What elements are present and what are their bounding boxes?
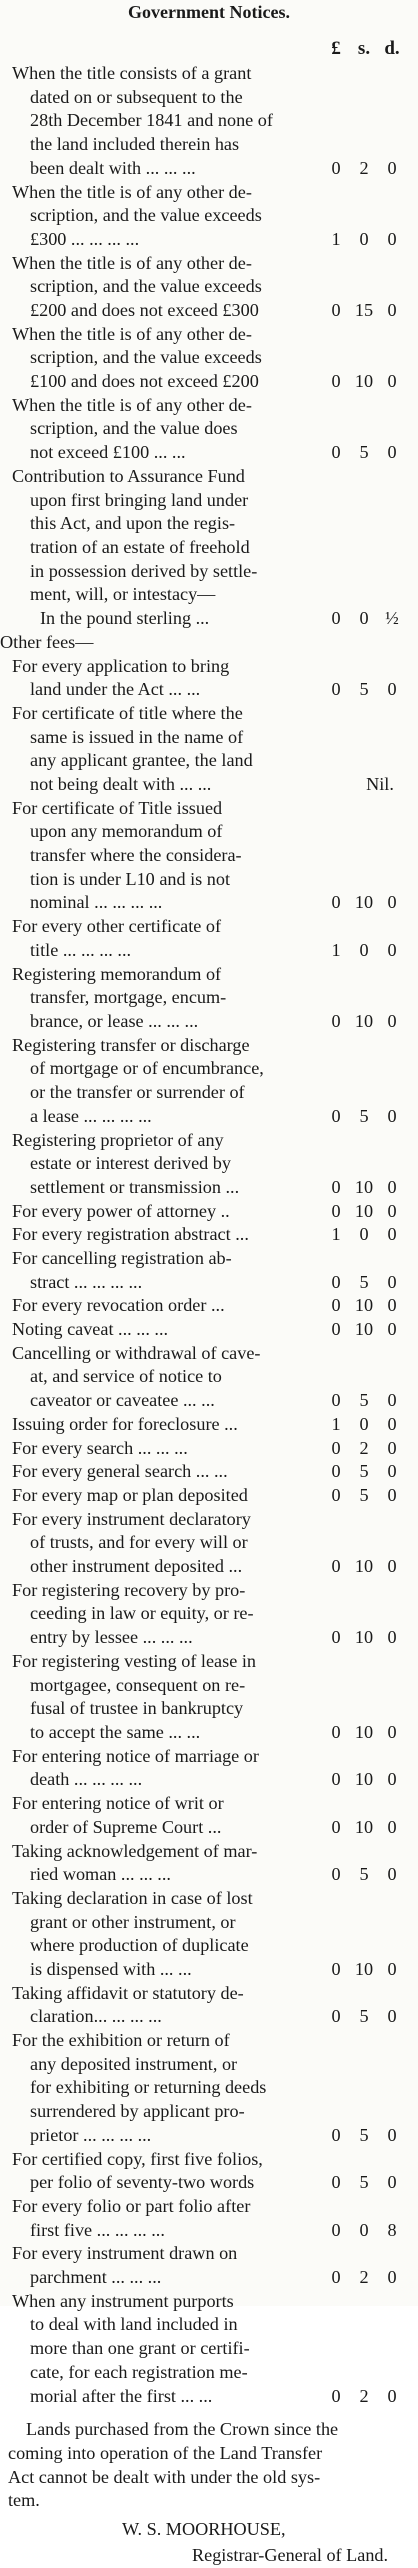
fee-entry <box>0 1437 418 1461</box>
fee-description-line: any deposited instrument, or <box>30 2053 238 2074</box>
fee-pence: 0 <box>387 1224 397 1245</box>
fee-description-line: stract ... ... ... ... <box>30 1271 143 1292</box>
fee-pence: 0 <box>387 299 397 320</box>
fee-pounds: 1 <box>331 1413 341 1434</box>
fee-pounds: 0 <box>331 2006 341 2027</box>
fee-pounds: 1 <box>331 1224 341 1245</box>
fee-pence: 0 <box>387 1295 397 1316</box>
fee-pence: 0 <box>387 1437 397 1458</box>
fee-description-line: of mortgage or of encumbrance, <box>30 1058 264 1079</box>
fee-description-line: to deal with land included in <box>30 2314 238 2335</box>
fee-pounds: 0 <box>331 1295 341 1316</box>
fee-description-line: Taking declaration in case of lost <box>12 1887 253 1908</box>
fee-shillings: 10 <box>354 892 374 913</box>
fee-pence: 0 <box>387 157 397 178</box>
fee-description-line: cate, for each registration me- <box>30 2361 248 2382</box>
fee-description-line: in possession derived by settle- <box>30 560 258 581</box>
signatory-title: Registrar-General of Land. <box>192 2545 389 2566</box>
fee-shillings: 0 <box>359 1224 369 1245</box>
fee-description-line: where production of duplicate <box>30 1935 249 1956</box>
fee-pounds: 1 <box>331 228 341 249</box>
fee-shillings: 0 <box>359 939 369 960</box>
fee-description-line: title ... ... ... ... <box>30 939 132 960</box>
fee-nil: Nil. <box>366 773 394 794</box>
fee-shillings: 5 <box>359 1105 369 1126</box>
fee-description-line: Other fees— <box>0 631 94 652</box>
signature: W. S. MOORHOUSE, <box>122 2519 286 2540</box>
fee-entry <box>0 1650 418 1745</box>
fee-entry <box>0 702 418 797</box>
fee-description-line: same is issued in the name of <box>30 726 244 747</box>
fee-description-line: per folio of seventy-two words <box>30 2172 255 2193</box>
fee-description-line: been dealt with ... ... ... <box>30 157 196 178</box>
pounds-column-header: £ <box>331 38 341 59</box>
fee-pence: 0 <box>387 2172 397 2193</box>
footer-note-line: coming into operation of the Land Transfer <box>8 2442 323 2463</box>
fee-description-line: is dispensed with ... ... <box>30 1958 192 1979</box>
fee-entry <box>0 1200 418 1224</box>
fee-description-line: For every general search ... ... <box>12 1461 228 1482</box>
fee-entry <box>0 1484 418 1508</box>
fee-pence: 0 <box>387 892 397 913</box>
fee-description-line: claration... ... ... ... <box>30 2006 162 2027</box>
fee-description-line: estate or interest derived by <box>30 1153 231 1174</box>
fee-entry <box>0 252 418 323</box>
fee-pounds: 0 <box>331 1271 341 1292</box>
fee-pence: 0 <box>387 1627 397 1648</box>
fee-description-line: grant or other instrument, or <box>30 1911 236 1932</box>
fee-entry <box>0 1887 418 1982</box>
fee-pence: 0 <box>387 1721 397 1742</box>
fee-pounds: 0 <box>331 157 341 178</box>
fee-shillings: 5 <box>359 2172 369 2193</box>
fee-pence: 0 <box>387 2006 397 2027</box>
fee-pounds: 0 <box>331 1769 341 1790</box>
fee-description-line: When the title is of any other de- <box>12 252 252 273</box>
fee-description-line: £300 ... ... ... ... <box>30 228 140 249</box>
fee-shillings: 10 <box>354 371 374 392</box>
fee-description-line: Registering proprietor of any <box>12 1129 224 1150</box>
page-title: Government Notices. <box>128 2 290 22</box>
fee-pounds: 0 <box>331 1176 341 1197</box>
fee-shillings: 5 <box>359 1271 369 1292</box>
fee-description-line: For registering recovery by pro- <box>12 1579 246 1600</box>
fee-entry <box>0 963 418 1034</box>
shillings-column-header: s. <box>357 38 371 59</box>
fee-description-line: For certificate of title where the <box>12 702 243 723</box>
fee-pounds: 0 <box>331 1485 341 1505</box>
fee-shillings: 5 <box>359 442 369 463</box>
fee-entry <box>0 1223 418 1247</box>
fee-description-line: Registering transfer or discharge <box>12 1034 250 1055</box>
fee-description-line: or the transfer or surrender of <box>30 1082 245 1103</box>
fee-description-line: fusal of trustee in bankruptcy <box>30 1698 244 1719</box>
fee-entry <box>0 2148 418 2195</box>
fee-entry <box>0 1034 418 1129</box>
pence-column-header: d. <box>384 38 400 59</box>
fee-description-line: 28th December 1841 and none of <box>30 110 273 131</box>
fee-description-line: death ... ... ... ... <box>30 1769 143 1790</box>
fee-pounds: 0 <box>331 2219 341 2240</box>
fee-pence: 8 <box>387 2219 397 2240</box>
fee-shillings: 15 <box>354 299 374 320</box>
fee-entry <box>0 1508 418 1579</box>
fee-description-line: caveator or caveatee ... ... <box>30 1390 215 1411</box>
fee-description-line: For the exhibition or return of <box>12 2030 230 2051</box>
fee-description-line: For every instrument drawn on <box>12 2243 238 2264</box>
fee-description-line: for exhibiting or returning deeds <box>30 2077 267 2098</box>
fee-shillings: 5 <box>359 2006 369 2027</box>
fee-description-line: For certified copy, first five folios, <box>12 2148 263 2169</box>
fee-pounds: 0 <box>331 442 341 463</box>
fee-pence: 0 <box>387 1010 397 1031</box>
fee-entry <box>0 1840 418 1887</box>
fee-pence: 0 <box>387 2124 397 2145</box>
fee-entry <box>0 2242 418 2289</box>
fee-description-line: mortgagee, consequent on re- <box>30 1674 246 1695</box>
fee-description-line: ried woman ... ... ... <box>30 1864 171 1885</box>
fee-pounds: 0 <box>331 1200 341 1221</box>
fee-description-line: entry by lessee ... ... ... <box>30 1627 193 1648</box>
fee-description-line: parchment ... ... ... <box>30 2267 162 2288</box>
fee-description-line: When the title is of any other de- <box>12 394 252 415</box>
fee-shillings: 10 <box>354 1295 374 1316</box>
fee-entry <box>0 1294 418 1318</box>
fee-description-line: For every revocation order ... <box>12 1295 225 1316</box>
fee-description-line: tration of an estate of freehold <box>30 536 250 557</box>
fee-pence: 0 <box>387 1271 397 1292</box>
fee-pence: 0 <box>387 1769 397 1790</box>
fee-description-line: surrendered by applicant pro- <box>30 2101 245 2122</box>
fee-pounds: 0 <box>331 1721 341 1742</box>
fee-description-line: tion is under L10 and is not <box>30 868 231 889</box>
fee-shillings: 10 <box>354 1319 374 1340</box>
fee-entry <box>0 1982 418 2029</box>
fee-description-line: upon any memorandum of <box>30 821 223 842</box>
fee-description-line: £200 and does not exceed £300 <box>30 299 259 320</box>
fee-description-line: For entering notice of marriage or <box>12 1745 259 1766</box>
fee-shillings: 0 <box>359 1413 369 1434</box>
fee-shillings: 10 <box>354 1176 374 1197</box>
fee-shillings: 10 <box>354 1556 374 1577</box>
fee-description-line: of trusts, and for every will or <box>30 1532 248 1553</box>
fee-description-line: For entering notice of writ or <box>12 1793 224 1814</box>
fee-pounds: 0 <box>331 892 341 913</box>
fee-entry <box>0 394 418 465</box>
fee-description-line: this Act, and upon the regis- <box>30 513 236 534</box>
fee-description-line: upon first bringing land under <box>30 489 249 510</box>
fee-description-line: ceeding in law or equity, or re- <box>30 1603 254 1624</box>
fee-description-line: Noting caveat ... ... ... <box>12 1319 169 1340</box>
fee-description-line: For every folio or part folio after <box>12 2196 251 2216</box>
fee-description-line: more than one grant or certifi- <box>30 2338 250 2359</box>
fee-shillings: 5 <box>359 1864 369 1885</box>
fee-entry <box>0 1460 418 1484</box>
fee-pence: 0 <box>387 2385 397 2406</box>
fee-pounds: 0 <box>331 1816 341 1837</box>
fee-pence: 0 <box>387 1413 397 1434</box>
fee-description-line: transfer where the considera- <box>30 845 242 866</box>
fee-description-line: For every instrument declaratory <box>12 1508 251 1529</box>
fee-shillings: 5 <box>359 1390 369 1411</box>
fee-pounds: 0 <box>331 1319 341 1340</box>
fee-pence: 0 <box>387 939 397 960</box>
fee-pounds: 0 <box>331 299 341 320</box>
fee-pence: 0 <box>387 1485 397 1505</box>
fee-shillings: 0 <box>359 2219 369 2240</box>
fee-shillings: 10 <box>354 1010 374 1031</box>
fee-pence: 0 <box>387 1556 397 1577</box>
fee-pence: 0 <box>387 1200 397 1221</box>
fee-pence: 0 <box>387 1319 397 1340</box>
fee-pence: 0 <box>387 371 397 392</box>
fee-description-line: scription, and the value exceeds <box>30 205 262 226</box>
fee-pounds: 0 <box>331 1958 341 1979</box>
fee-entry <box>0 465 418 631</box>
fee-entry <box>0 655 418 702</box>
fee-description-line: morial after the first ... ... <box>30 2385 213 2406</box>
fee-shillings: 10 <box>354 1769 374 1790</box>
fee-entry <box>0 2195 418 2242</box>
fee-entry <box>0 1129 418 1200</box>
fee-description-line: ment, will, or intestacy— <box>30 584 216 605</box>
section-heading <box>0 631 418 655</box>
fee-description-line: Cancelling or withdrawal of cave- <box>12 1342 261 1363</box>
fee-description-line: first five ... ... ... ... <box>30 2219 165 2240</box>
fee-description-line: dated on or subsequent to the <box>30 86 243 107</box>
fee-entry <box>0 62 418 181</box>
fee-pence: 0 <box>387 1390 397 1411</box>
fee-description-line: When any instrument purports <box>12 2290 234 2311</box>
fee-description-line: order of Supreme Court ... <box>30 1816 222 1837</box>
fee-description-line: scription, and the value does <box>30 418 238 439</box>
fee-description-line: scription, and the value exceeds <box>30 276 262 297</box>
fee-description-line: Registering memorandum of <box>12 963 222 984</box>
fee-description-line: In the pound sterling ... <box>40 608 210 629</box>
fee-description-line: a lease ... ... ... ... <box>30 1105 152 1126</box>
fee-entry <box>0 181 418 252</box>
fee-pence: 0 <box>387 2267 397 2288</box>
fee-description-line: For every application to bring <box>12 655 230 676</box>
fee-pence: 0 <box>387 1461 397 1482</box>
fee-description-line: Taking acknowledgement of mar- <box>12 1840 258 1861</box>
fee-description-line: the land included therein has <box>30 134 240 155</box>
fee-pounds: 0 <box>331 1556 341 1577</box>
fee-pounds: 0 <box>331 2124 341 2145</box>
fee-pounds: 0 <box>331 2172 341 2193</box>
fee-description-line: Contribution to Assurance Fund <box>12 465 245 486</box>
fee-description-line: to accept the same ... ... <box>30 1721 201 1742</box>
fee-shillings: 2 <box>359 157 369 178</box>
fee-pounds: 0 <box>331 1627 341 1648</box>
fee-description-line: prietor ... ... ... ... <box>30 2124 152 2145</box>
fee-description-line: Taking affidavit or statutory de- <box>12 1982 244 2003</box>
fee-pounds: 0 <box>331 608 341 629</box>
fee-description-line: For every map or plan deposited <box>12 1485 248 1505</box>
fee-pounds: 0 <box>331 371 341 392</box>
fee-shillings: 2 <box>359 2385 369 2406</box>
fee-entry <box>0 2029 418 2148</box>
fee-shillings: 10 <box>354 1721 374 1742</box>
fee-description-line: For cancelling registration ab- <box>12 1248 232 1268</box>
fee-description-line: land under the Act ... ... <box>30 679 201 700</box>
fee-description-line: at, and service of notice to <box>30 1366 222 1387</box>
fee-pounds: 0 <box>331 1864 341 1885</box>
fee-pence: 0 <box>387 1105 397 1126</box>
fee-entry <box>0 2290 418 2409</box>
fee-shillings: 0 <box>359 228 369 249</box>
fee-shillings: 5 <box>359 1485 369 1505</box>
fee-shillings: 10 <box>354 1200 374 1221</box>
fee-description-line: When the title is of any other de- <box>12 181 252 202</box>
fee-pence: ½ <box>385 608 399 629</box>
fee-description-line: For every other certificate of <box>12 916 222 937</box>
fee-description-line: For registering vesting of lease in <box>12 1650 256 1671</box>
fee-description-line: For every power of attorney .. <box>12 1200 230 1221</box>
fee-pounds: 0 <box>331 2385 341 2406</box>
fee-pence: 0 <box>387 442 397 463</box>
fee-description-line: other instrument deposited ... <box>30 1556 243 1577</box>
fee-description-line: Issuing order for foreclosure ... <box>12 1413 238 1434</box>
fee-description-line: not exceed £100 ... ... <box>30 442 186 463</box>
fee-description-line: When the title consists of a grant <box>12 63 252 83</box>
fee-description-line: not being dealt with ... ... <box>30 773 212 794</box>
fee-pounds: 0 <box>331 1105 341 1126</box>
fee-pence: 0 <box>387 1176 397 1197</box>
fee-entry <box>0 1745 418 1792</box>
fee-pounds: 0 <box>331 1390 341 1411</box>
fee-description-line: settlement or transmission ... <box>30 1176 240 1197</box>
fee-entry <box>0 1342 418 1413</box>
fee-pence: 0 <box>387 1864 397 1885</box>
fee-description-line: transfer, mortgage, encum- <box>30 987 227 1008</box>
fee-pounds: 0 <box>331 679 341 700</box>
fee-shillings: 10 <box>354 1958 374 1979</box>
fee-entry <box>0 1247 418 1294</box>
fee-entry <box>0 915 418 962</box>
fee-pence: 0 <box>387 1816 397 1837</box>
fee-description-line: nominal ... ... ... ... <box>30 892 163 913</box>
footer-note-line: Lands purchased from the Crown since the <box>26 2419 339 2440</box>
fee-description-line: brance, or lease ... ... ... <box>30 1010 199 1031</box>
fee-description-line: For every search ... ... ... <box>12 1437 188 1458</box>
footer-note-line: tem. <box>8 2490 40 2511</box>
fee-entry <box>0 1413 418 1437</box>
fee-shillings: 2 <box>359 1437 369 1458</box>
footer-note-line: Act cannot be dealt with under the old sys- <box>8 2466 321 2487</box>
fee-shillings: 0 <box>359 608 369 629</box>
fee-pounds: 1 <box>331 939 341 960</box>
fee-entry <box>0 797 418 916</box>
fee-pounds: 0 <box>331 1437 341 1458</box>
fee-pence: 0 <box>387 1958 397 1979</box>
fee-description-line: £100 and does not exceed £200 <box>30 371 259 392</box>
fee-shillings: 2 <box>359 2267 369 2288</box>
fee-shillings: 10 <box>354 1627 374 1648</box>
fee-description-line: For every registration abstract ... <box>12 1224 249 1245</box>
fee-pence: 0 <box>387 228 397 249</box>
fee-shillings: 5 <box>359 679 369 700</box>
fee-shillings: 5 <box>359 2124 369 2145</box>
fee-pounds: 0 <box>331 1010 341 1031</box>
fee-pounds: 0 <box>331 1461 341 1482</box>
fee-entry <box>0 323 418 394</box>
fee-pounds: 0 <box>331 2267 341 2288</box>
fee-description-line: scription, and the value exceeds <box>30 347 262 368</box>
fee-shillings: 5 <box>359 1461 369 1482</box>
fee-entry <box>0 1792 418 1839</box>
fee-pence: 0 <box>387 679 397 700</box>
fee-description-line: For certificate of Title issued <box>12 797 223 818</box>
notice-footer <box>0 2418 418 2568</box>
fee-shillings: 10 <box>354 1816 374 1837</box>
fee-description-line: When the title is of any other de- <box>12 323 252 344</box>
fee-entry <box>0 1579 418 1650</box>
fee-entry <box>0 1318 418 1342</box>
fee-description-line: any applicant grantee, the land <box>30 750 253 771</box>
